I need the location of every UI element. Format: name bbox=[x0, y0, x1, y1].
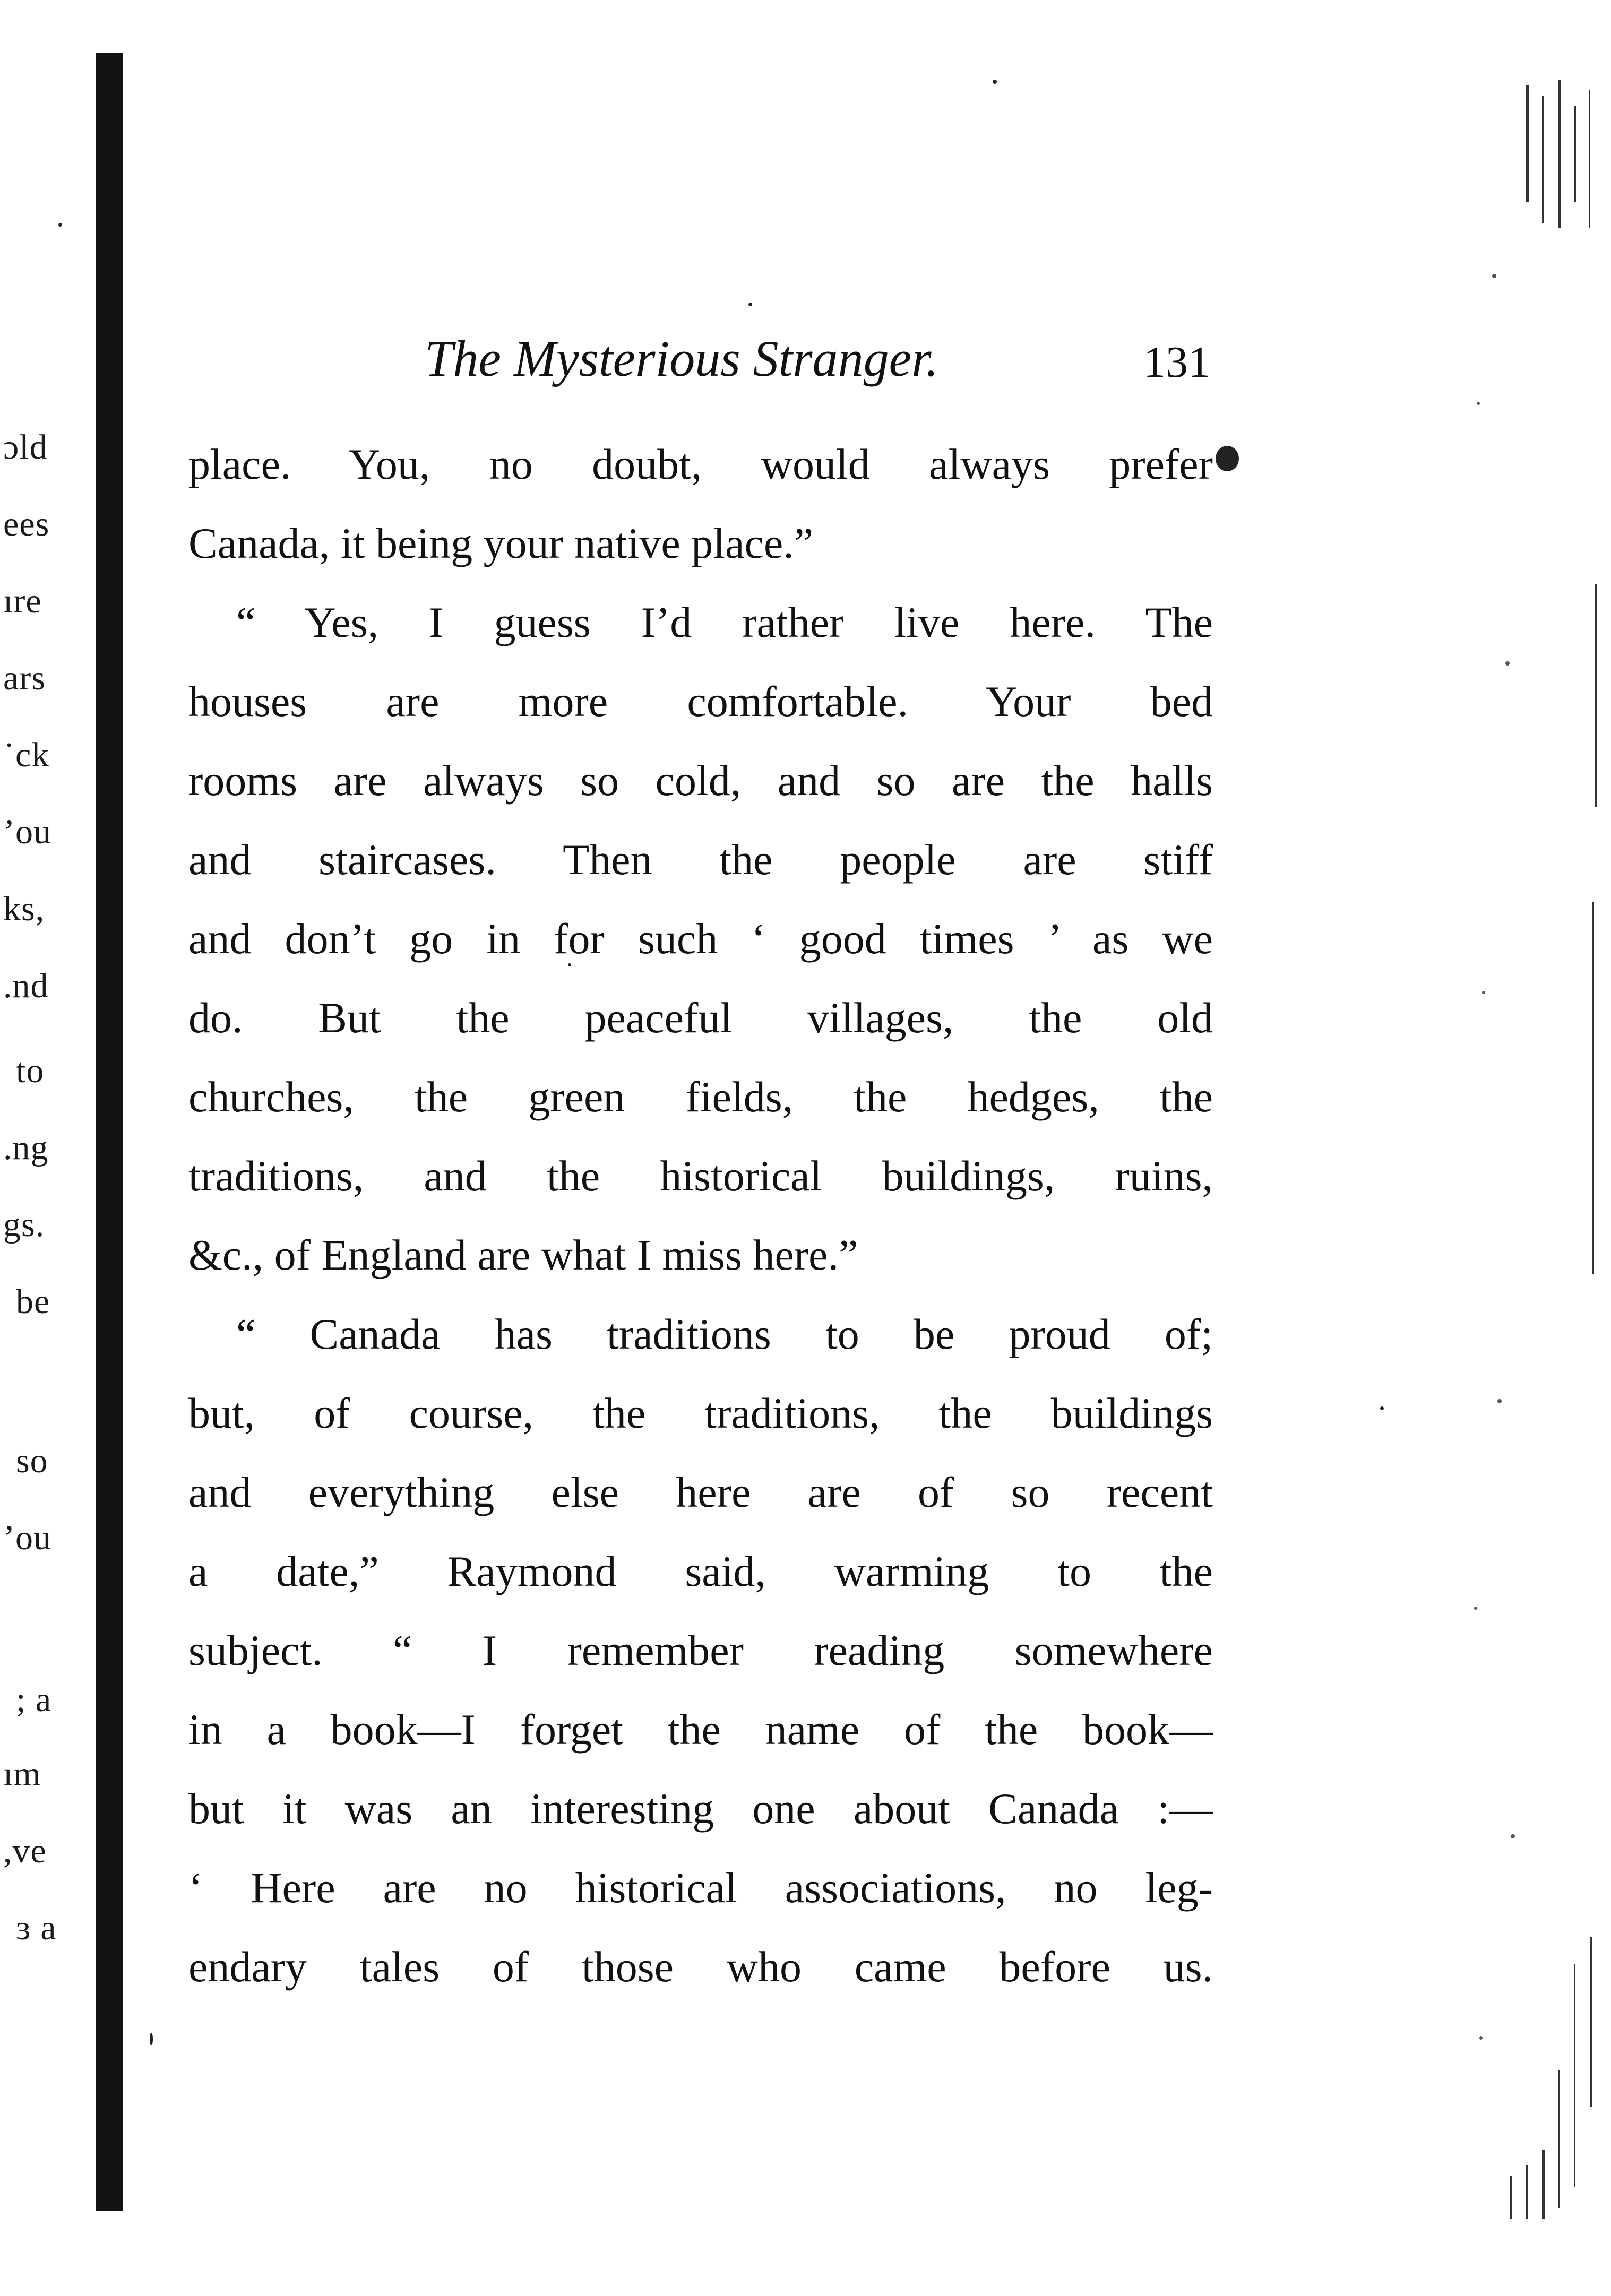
previous-page-text-fragment: ees bbox=[3, 505, 50, 543]
previous-page-text-fragment: ks, bbox=[3, 890, 45, 928]
ink-speck bbox=[58, 223, 62, 227]
text-line: houses are more comfortable. Your bed bbox=[188, 677, 1213, 726]
page-header bbox=[425, 329, 1210, 398]
binding-gutter-shadow bbox=[96, 53, 123, 2211]
text-line: in a book—I forget the name of the book— bbox=[188, 1705, 1213, 1754]
previous-page-text-fragment: gs. bbox=[3, 1205, 45, 1244]
text-line: do. But the peaceful villages, the old bbox=[188, 994, 1213, 1042]
text-line: place. You, no doubt, would always prefer bbox=[188, 440, 1213, 488]
previous-page-text-fragment: ars bbox=[3, 659, 46, 697]
text-line: and everything else here are of so recent bbox=[188, 1468, 1213, 1516]
ink-speck bbox=[150, 2033, 153, 2045]
text-line: “ Yes, I guess I’d rather live here. The bbox=[236, 598, 1213, 646]
text-line: and don’t go in for such ‘ good times ’ as we bbox=[188, 914, 1213, 963]
ink-blot bbox=[1216, 446, 1239, 471]
ink-speck bbox=[993, 80, 997, 84]
previous-page-text-fragment: ɔld bbox=[3, 428, 48, 467]
ink-speck bbox=[1380, 1406, 1384, 1410]
previous-page-text-fragment: ıre bbox=[3, 582, 42, 620]
text-line: “ Canada has traditions to be proud of; bbox=[236, 1310, 1213, 1358]
previous-page-text-fragment: ˙ck bbox=[3, 736, 50, 774]
previous-page-text-fragment: so bbox=[16, 1442, 48, 1480]
body-text bbox=[188, 425, 1213, 2006]
text-line: subject. “ I remember reading somewhere bbox=[188, 1626, 1213, 1674]
previous-page-text-fragment: ɜ a bbox=[16, 1909, 57, 1947]
right-edge-scan-noise bbox=[1462, 0, 1611, 2294]
text-line: endary tales of those who came before us. bbox=[188, 1943, 1213, 1991]
previous-page-edge bbox=[0, 0, 90, 2294]
text-line: rooms are always so cold, and so are the halls bbox=[188, 756, 1213, 805]
page-number: 131 bbox=[1143, 338, 1210, 387]
scan-noise-graphic bbox=[1462, 0, 1611, 2294]
text-line: Canada, it being your native place.” bbox=[188, 519, 814, 567]
text-line: and staircases. Then the people are stiff bbox=[188, 835, 1213, 884]
previous-page-text-fragment: .ng bbox=[3, 1128, 49, 1167]
previous-page-text-fragment: ; a bbox=[16, 1680, 52, 1719]
previous-page-text-fragment: ım bbox=[3, 1755, 41, 1793]
text-line: churches, the green fields, the hedges, the bbox=[188, 1073, 1213, 1121]
previous-page-text-fragment: ʼou bbox=[3, 1518, 51, 1557]
text-line: a date,” Raymond said, warming to the bbox=[188, 1547, 1213, 1595]
running-title: The Mysterious Stranger. bbox=[425, 330, 938, 387]
text-line: but, of course, the traditions, the buildings bbox=[188, 1389, 1213, 1437]
previous-page-text-fragment: ,ve bbox=[3, 1832, 47, 1870]
previous-page-text-fragment: .nd bbox=[3, 966, 49, 1005]
ink-speck bbox=[568, 963, 571, 966]
text-line: traditions, and the historical buildings, ruins, bbox=[188, 1152, 1213, 1200]
previous-page-text-fragment: be bbox=[16, 1282, 50, 1321]
text-line: but it was an interesting one about Canada :— bbox=[188, 1784, 1213, 1833]
text-line: ‘ Here are no historical associations, no leg- bbox=[188, 1863, 1213, 1912]
text-line: &c., of England are what I miss here.” bbox=[188, 1231, 858, 1279]
ink-speck bbox=[748, 303, 752, 306]
previous-page-text-fragment: ʼou bbox=[3, 813, 51, 851]
previous-page-text-fragment: to bbox=[16, 1051, 45, 1090]
